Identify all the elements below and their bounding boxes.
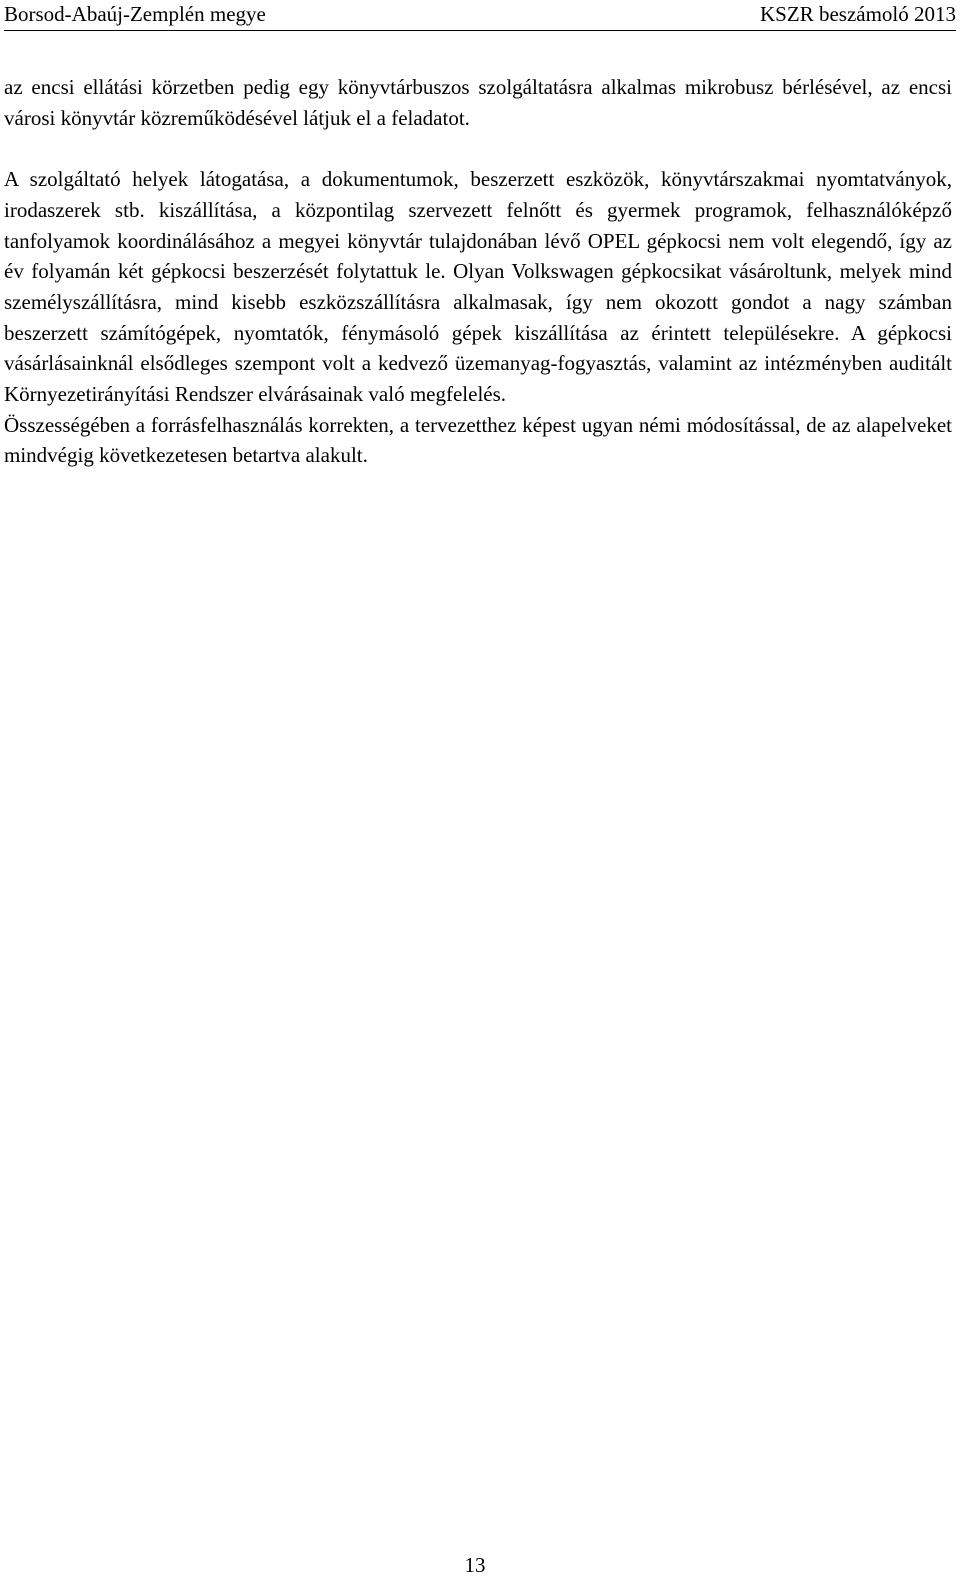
header-county-title: Borsod-Abaúj-Zemplén megye bbox=[4, 2, 266, 26]
page-header bbox=[4, 0, 956, 31]
page-number: 13 bbox=[464, 1553, 486, 1577]
paragraph-transport-continuation: az encsi ellátási körzetben pedig egy könyvtárbuszos szolgáltatásra alkalmas mikrobusz bérlésével, az encsi városi könyvtár közreműködésével látjuk el a feladatot. bbox=[4, 75, 952, 130]
header-report-title: KSZR beszámoló 2013 bbox=[760, 2, 956, 26]
document-body bbox=[4, 72, 952, 471]
paragraph-summary: Összességében a forrásfelhasználás korrekten, a tervezetthez képest ugyan némi módosítással, de az alapelveket mindvégig következetesen betartva alakult. bbox=[4, 412, 952, 468]
paragraph-vehicle-procurement: A szolgáltató helyek látogatása, a dokumentumok, beszerzett eszközök, könyvtárszakmai nyomtatványok, irodaszerek stb. kiszállítása, a központilag szervezett felnőtt és gyermek programok, felhasználóképző tanfolyamok koordinálásához a megyei könyvtár tulajdonában lévő OPEL gépkocsi nem volt elegendő, így az év folyamán két gépkocsi beszerzését folytattuk le. Olyan Volkswagen gépkocsikat vásároltunk, melyek mind személyszállításra, mind kisebb eszközszállításra alkalmasak, így nem okozott gondot a nagy számban beszerzett számítógépek, nyomtatók, fénymásoló gépek kiszállítása az érintett településekre. A gépkocsi vásárlásainknál elsődleges szempont volt a kedvező üzemanyag-fogyasztás, valamint az intézményben auditált Környezetirányítási Rendszer elvárásainak való megfelelés. bbox=[4, 167, 952, 407]
